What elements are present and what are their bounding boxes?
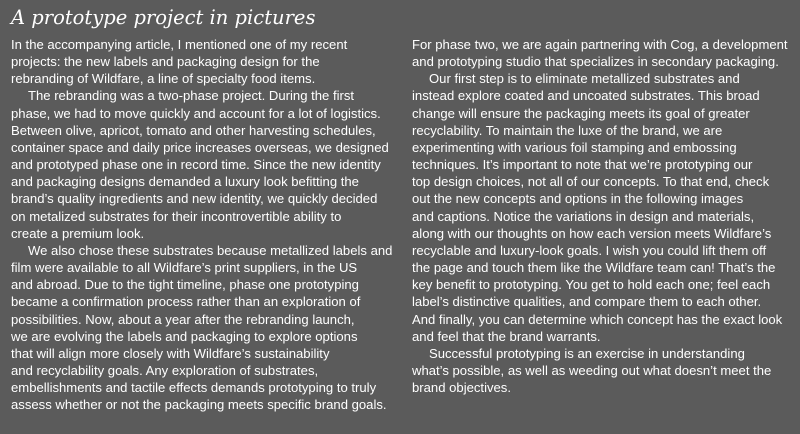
text-line: Successful prototyping is an exercise in understanding bbox=[429, 345, 745, 361]
text-line: top design choices, not all of our concepts. To that end, check bbox=[412, 174, 770, 190]
text-line: the page and touch them like the Wildfare team can! That’s the bbox=[412, 260, 776, 276]
text-line: label’s distinctive qualities, and compare them to each other. bbox=[412, 294, 762, 310]
text-line: brand objectives. bbox=[412, 380, 511, 396]
text-line: techniques. It’s important to note that we’re prototyping our bbox=[412, 157, 753, 173]
text-line: and prototyping studio that specializes in secondary packaging. bbox=[412, 54, 779, 70]
text-line: film were available to all Wildfare’s print suppliers, in the US bbox=[11, 260, 358, 276]
text-line: recyclability. To maintain the luxe of the brand, we are bbox=[412, 122, 723, 138]
text-line: change will ensure the packaging meets its goal of greater bbox=[412, 105, 750, 121]
left-column bbox=[11, 36, 403, 413]
text-line: container space and daily price increases overseas, we designed bbox=[11, 139, 389, 155]
article-title: A prototype project in pictures bbox=[11, 6, 316, 29]
text-line: phase, we had to move quickly and account for a lot of logistics. bbox=[11, 105, 381, 121]
text-line: possibilities. Now, about a year after the rebranding launch, bbox=[11, 311, 355, 327]
text-line: and abroad. Due to the tight timeline, phase one prototyping bbox=[11, 277, 359, 293]
text-line: and captions. Notice the variations in design and materials, bbox=[412, 208, 755, 224]
text-line: create a premium look. bbox=[11, 225, 145, 241]
text-line: on metalized substrates for their incontrovertible ability to bbox=[11, 208, 342, 224]
text-line: brand’s quality ingredients and new identity, we quickly decided bbox=[11, 191, 378, 207]
text-line: key benefit to prototyping. You get to hold each one; feel each bbox=[412, 277, 771, 293]
text-line: out the new concepts and options in the following images bbox=[412, 191, 744, 207]
text-line: and feel that the brand warrants. bbox=[412, 328, 601, 344]
text-line: rebranding of Wildfare, a line of specialty food items. bbox=[11, 71, 316, 87]
text-line: what’s possible, as well as weeding out what doesn’t meet the bbox=[412, 362, 772, 378]
text-line: In the accompanying article, I mentioned one of my recent bbox=[11, 37, 348, 52]
text-line: along with our thoughts on how each version meets Wildfare’s bbox=[412, 225, 772, 241]
text-line: Our first step is to eliminate metallized substrates and bbox=[429, 71, 740, 87]
text-line: recyclable and luxury-look goals. I wish you could lift them off bbox=[412, 242, 767, 258]
text-line: experimenting with various foil stamping and embossing bbox=[412, 139, 737, 155]
text-line: For phase two, we are again partnering with Cog, a development bbox=[412, 37, 788, 52]
text-line: embellishments and tactile effects demands prototyping to truly bbox=[11, 380, 377, 396]
text-line: We also chose these substrates because metallized labels and bbox=[28, 242, 393, 258]
text-line: instead explore coated and uncoated substrates. This broad bbox=[412, 88, 760, 104]
right-column bbox=[412, 36, 786, 413]
text-line: and packaging designs demanded a luxury look befitting the bbox=[11, 174, 359, 190]
text-line: and prototyped phase one in record time. Since the new identity bbox=[11, 157, 381, 173]
text-line: Between olive, apricot, tomato and other harvesting schedules, bbox=[11, 122, 376, 138]
text-line: became a confirmation process rather than an exploration of bbox=[11, 294, 361, 310]
text-line: The rebranding was a two-phase project. During the first bbox=[28, 88, 355, 104]
text-line: projects: the new labels and packaging design for the bbox=[11, 54, 320, 70]
text-line: and recyclability goals. Any exploration of substrates, bbox=[11, 362, 319, 378]
text-line: that will align more closely with Wildfare’s sustainability bbox=[11, 345, 330, 361]
text-line: And finally, you can determine which concept has the exact look bbox=[412, 311, 783, 327]
text-line: assess whether or not the packaging meets specific brand goals. bbox=[11, 397, 387, 413]
text-line: we are evolving the labels and packaging to explore options bbox=[11, 328, 358, 344]
article-columns bbox=[11, 36, 786, 413]
